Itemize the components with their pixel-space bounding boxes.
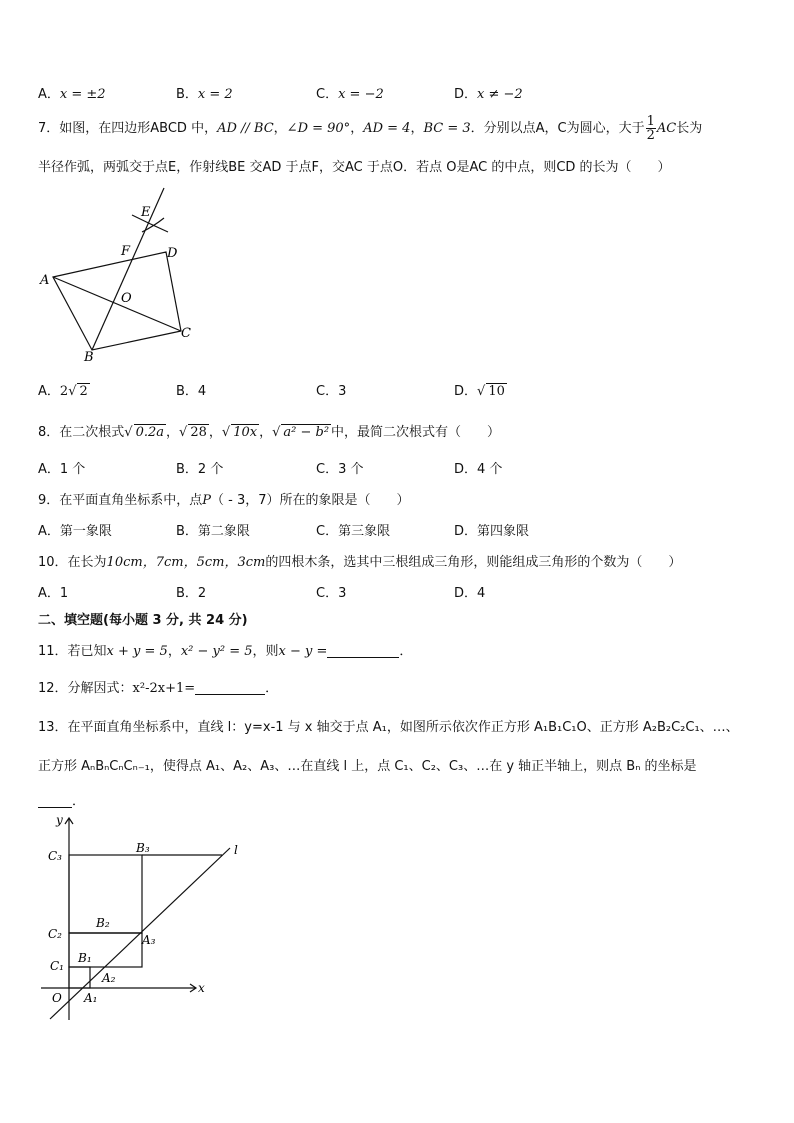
fig-label-o: O — [121, 291, 132, 306]
ray-be — [92, 188, 164, 350]
q7-options — [38, 380, 758, 398]
label-b3: B₃ — [136, 841, 150, 855]
q10-option-b[interactable]: B．2 — [176, 586, 207, 601]
q10-option-d[interactable]: D．4 — [454, 586, 486, 601]
q11-stem: 11．若已知x + y = 5，x² − y² = 5，则x − y = ． — [38, 644, 413, 659]
quad-abcd — [53, 252, 181, 350]
q8-options — [38, 458, 758, 476]
q12-answer-blank[interactable] — [195, 680, 265, 695]
q6-options — [38, 83, 758, 101]
q13-answer-blank[interactable] — [38, 793, 72, 808]
q13-stem-line1: 13．在平面直角坐标系中，直线 l：y=x-1 与 x 轴交于点 A₁，如图所示依次作正方形 A₁B₁C₁O、正方形 A₂B₂C₂C₁、…、 — [38, 720, 739, 735]
label-l: l — [234, 843, 238, 857]
q11-answer-blank[interactable] — [327, 643, 399, 658]
label-x: x — [198, 981, 205, 995]
q8-option-b[interactable]: B．2 个 — [176, 462, 224, 477]
q12-stem: 12．分解因式：x²-2x+1= ． — [38, 681, 279, 696]
label-c3: C₃ — [48, 849, 62, 863]
q7-stem-line1: 7．如图，在四边形ABCD 中，AD // BC，∠D = 90°，AD = 4，BC = 3．分别以点A，C为圆心，大于 $\frac{1}{2}$ AC长为 — [38, 114, 703, 143]
q7-option-d[interactable]: D．√ 10 — [454, 384, 505, 399]
label-b1: B₁ — [78, 951, 92, 965]
q6-option-d[interactable]: D．x ≠ −2 — [454, 87, 523, 102]
q9-option-a[interactable]: A．第一象限 — [38, 524, 112, 539]
label-a3: A₃ — [142, 933, 156, 947]
fig-label-f: F — [121, 244, 131, 259]
q7-quadrilateral-figure — [36, 180, 206, 365]
fig-label-e: E — [141, 205, 151, 220]
q8-stem: 8．在二次根式√ 0.2a ，√ 28 ，√ 10x ，√ a² − b² 中，最简二次根式有（ ） — [38, 425, 501, 440]
q9-option-b[interactable]: B．第二象限 — [176, 524, 250, 539]
fig-label-d: D — [167, 246, 178, 261]
q10-option-c[interactable]: C．3 — [316, 586, 347, 601]
q7-option-b[interactable]: B．4 — [176, 384, 207, 399]
q13-stem-line2: 正方形 AₙBₙCₙCₙ₋₁，使得点 A₁、A₂、A₃、…在直线 l 上，点 C₁、C₂、C₃、…在 y 轴正半轴上，则点 Bₙ 的坐标是 — [38, 759, 697, 774]
label-b2: B₂ — [96, 916, 110, 930]
q7-option-c[interactable]: C．3 — [316, 384, 347, 399]
q13-coordinate-figure — [38, 812, 248, 1024]
section-heading-fill-in: 二、填空题(每小题 3 分, 共 24 分) — [38, 613, 248, 628]
q7-fraction: $\frac{1}{2}$ — [646, 114, 655, 143]
q7-stem-line2: 半径作弧，两弧交于点E，作射线BE 交AD 于点F，交AC 于点O．若点 O是AC 的中点，则CD 的长为（ ） — [38, 160, 671, 175]
q9-stem: 9．在平面直角坐标系中，点P（ - 3，7）所在的象限是（ ） — [38, 493, 410, 508]
label-a1: A₁ — [84, 991, 98, 1005]
q7-option-a[interactable]: A．2√ 2 — [38, 384, 88, 399]
q10-stem: 10．在长为10cm，7cm，5cm，3cm的四根木条，选其中三根组成三角形，则能组成三角形的个数为（ ） — [38, 555, 682, 570]
fig-label-c: C — [181, 326, 191, 341]
q8-option-c[interactable]: C．3 个 — [316, 462, 364, 477]
fig-label-b: B — [84, 350, 94, 365]
q9-options — [38, 520, 758, 538]
fig-label-a: A — [40, 273, 50, 288]
q6-option-b[interactable]: B．x = 2 — [176, 87, 233, 102]
q6-option-c[interactable]: C．x = −2 — [316, 87, 384, 102]
q13-stem-line3: ． — [38, 790, 85, 809]
label-c2: C₂ — [48, 927, 62, 941]
label-a2: A₂ — [102, 971, 116, 985]
q9-option-d[interactable]: D．第四象限 — [454, 524, 530, 539]
q10-option-a[interactable]: A．1 — [38, 586, 69, 601]
q8-option-d[interactable]: D．4 个 — [454, 462, 503, 477]
square-1 — [69, 967, 90, 988]
q8-option-a[interactable]: A．1 个 — [38, 462, 86, 477]
q10-options — [38, 582, 758, 600]
q6-option-a[interactable]: A．x = ±2 — [38, 87, 106, 102]
label-y: y — [56, 813, 63, 827]
q9-option-c[interactable]: C．第三象限 — [316, 524, 391, 539]
label-c1: C₁ — [50, 959, 64, 973]
diagonal-ac — [53, 277, 181, 331]
label-o: O — [52, 991, 62, 1005]
